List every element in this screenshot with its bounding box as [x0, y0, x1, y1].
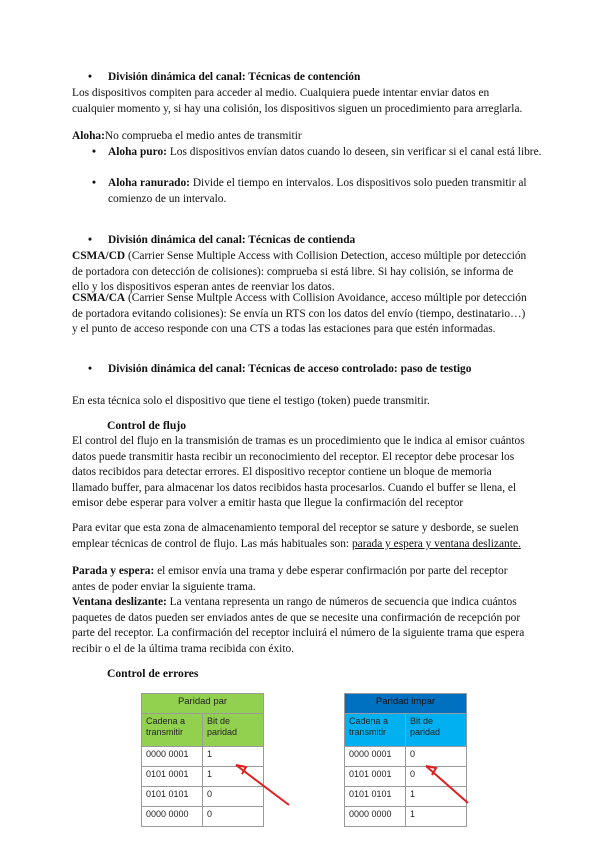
table-row: 0101 0101 0: [142, 787, 264, 807]
heading-contencion: • División dinámica del canal: Técnicas de contención: [88, 70, 548, 86]
table-row: 0101 0001 0: [345, 767, 467, 787]
col-bit-paridad: Bit de paridad: [203, 714, 264, 747]
paragraph-aloha: Aloha:No comprueba el medio antes de transmitir: [72, 130, 302, 142]
table-row: 0000 0001 0: [345, 747, 467, 767]
table-row: 0000 0001 1: [142, 747, 264, 767]
header-paridad-impar: Paridad impar: [345, 694, 467, 714]
col-bit-paridad: Bit de paridad: [406, 714, 467, 747]
table-row: 0101 0101 1: [345, 787, 467, 807]
title-control-flujo: Control de flujo: [107, 419, 187, 432]
arrow-impar-icon: [426, 766, 468, 803]
table-row: 0000 0000 1: [345, 807, 467, 827]
bullet-aloha-puro: • Aloha puro: Los dispositivos envían datos cuando lo deseen, sin verificar si el canal está libre.: [92, 145, 548, 161]
table-row: 0000 0000 0: [142, 807, 264, 827]
paragraph-testigo: En esta técnica solo el dispositivo que tiene el testigo (token) puede transmitir.: [72, 395, 430, 407]
paragraph-flujo-tecnicas: Para evitar que esta zona de almacenamiento temporal del receptor se sature y desborde, se suelen emplear técnicas de control de flujo. Las más habituales son: parada y espera y ventana deslizante.: [72, 522, 521, 550]
paragraph-ventana-deslizante: Ventana deslizante: La ventana representa un rango de números de secuencia que indica cuántos paquetes de datos pueden ser enviados antes de que se necesite una confirmación de recepción por parte del receptor. La confirmación del receptor incluirá el número de la siguiente trama que espera recibir o el de la última trama recibida con éxito.: [72, 596, 525, 655]
title-control-errores: Control de errores: [107, 667, 199, 680]
col-cadena: Cadena a transmitir: [142, 714, 203, 747]
paragraph-contencion-intro: Los dispositivos compiten para acceder al medio. Cualquiera puede intentar enviar datos en cualquier momento y, si hay una colisión, los dispositivos siguen un procedimiento para arreglarla.: [72, 87, 523, 115]
heading-contienda: • División dinámica del canal: Técnicas de contienda: [88, 233, 548, 249]
bullet-aloha-ranurado: • Aloha ranurado: Divide el tiempo en intervalos. Los dispositivos solo pueden transmitir al comienzo de un intervalo.: [92, 176, 548, 207]
paragraph-flujo-intro: El control del flujo en la transmisión de tramas es un procedimiento que le indica al emisor cuántos datos puede transmitir hasta recibir un reconocimiento del receptor. El receptor debe procesar los datos recibidos para detectar errores. El dispositivo receptor contiene un bloque de memoria llamado buffer, para almacenar los datos recibidos hasta procesarlos. Cuando el buffer se llena, el emisor debe esperar para volver a emitir hasta que llegue la confirmación del receptor: [72, 435, 525, 510]
paragraph-csma-ca: CSMA/CA (Carrier Sense Multple Access with Collision Avoidance, acceso múltiple por detección de portadora evitando colisiones): Se envía un RTS con los datos del envío (tiempo, destinatario…) y el punto de acceso responde con una CTS a todas las estaciones para que estén informadas.: [72, 292, 527, 336]
paragraph-csma-cd: CSMA/CD (Carrier Sense Multiple Access with Collision Detection, acceso múltiple por detección de portadora con detección de colisiones): comprueba si está libre. Si hay colisión, se informa de ello y los dispositivos esperan antes de reenviar los datos.: [72, 250, 527, 294]
header-paridad-par: Paridad par: [142, 694, 264, 714]
paragraph-parada-espera: Parada y espera: el emisor envía una trama y debe esperar confirmación por parte del receptor antes de poder enviar la siguiente trama.: [72, 565, 508, 593]
col-cadena: Cadena a transmitir: [345, 714, 406, 747]
heading-paso-testigo: • División dinámica del canal: Técnicas de acceso controlado: paso de testigo: [88, 362, 526, 378]
table-row: 0101 0001 1: [142, 767, 264, 787]
